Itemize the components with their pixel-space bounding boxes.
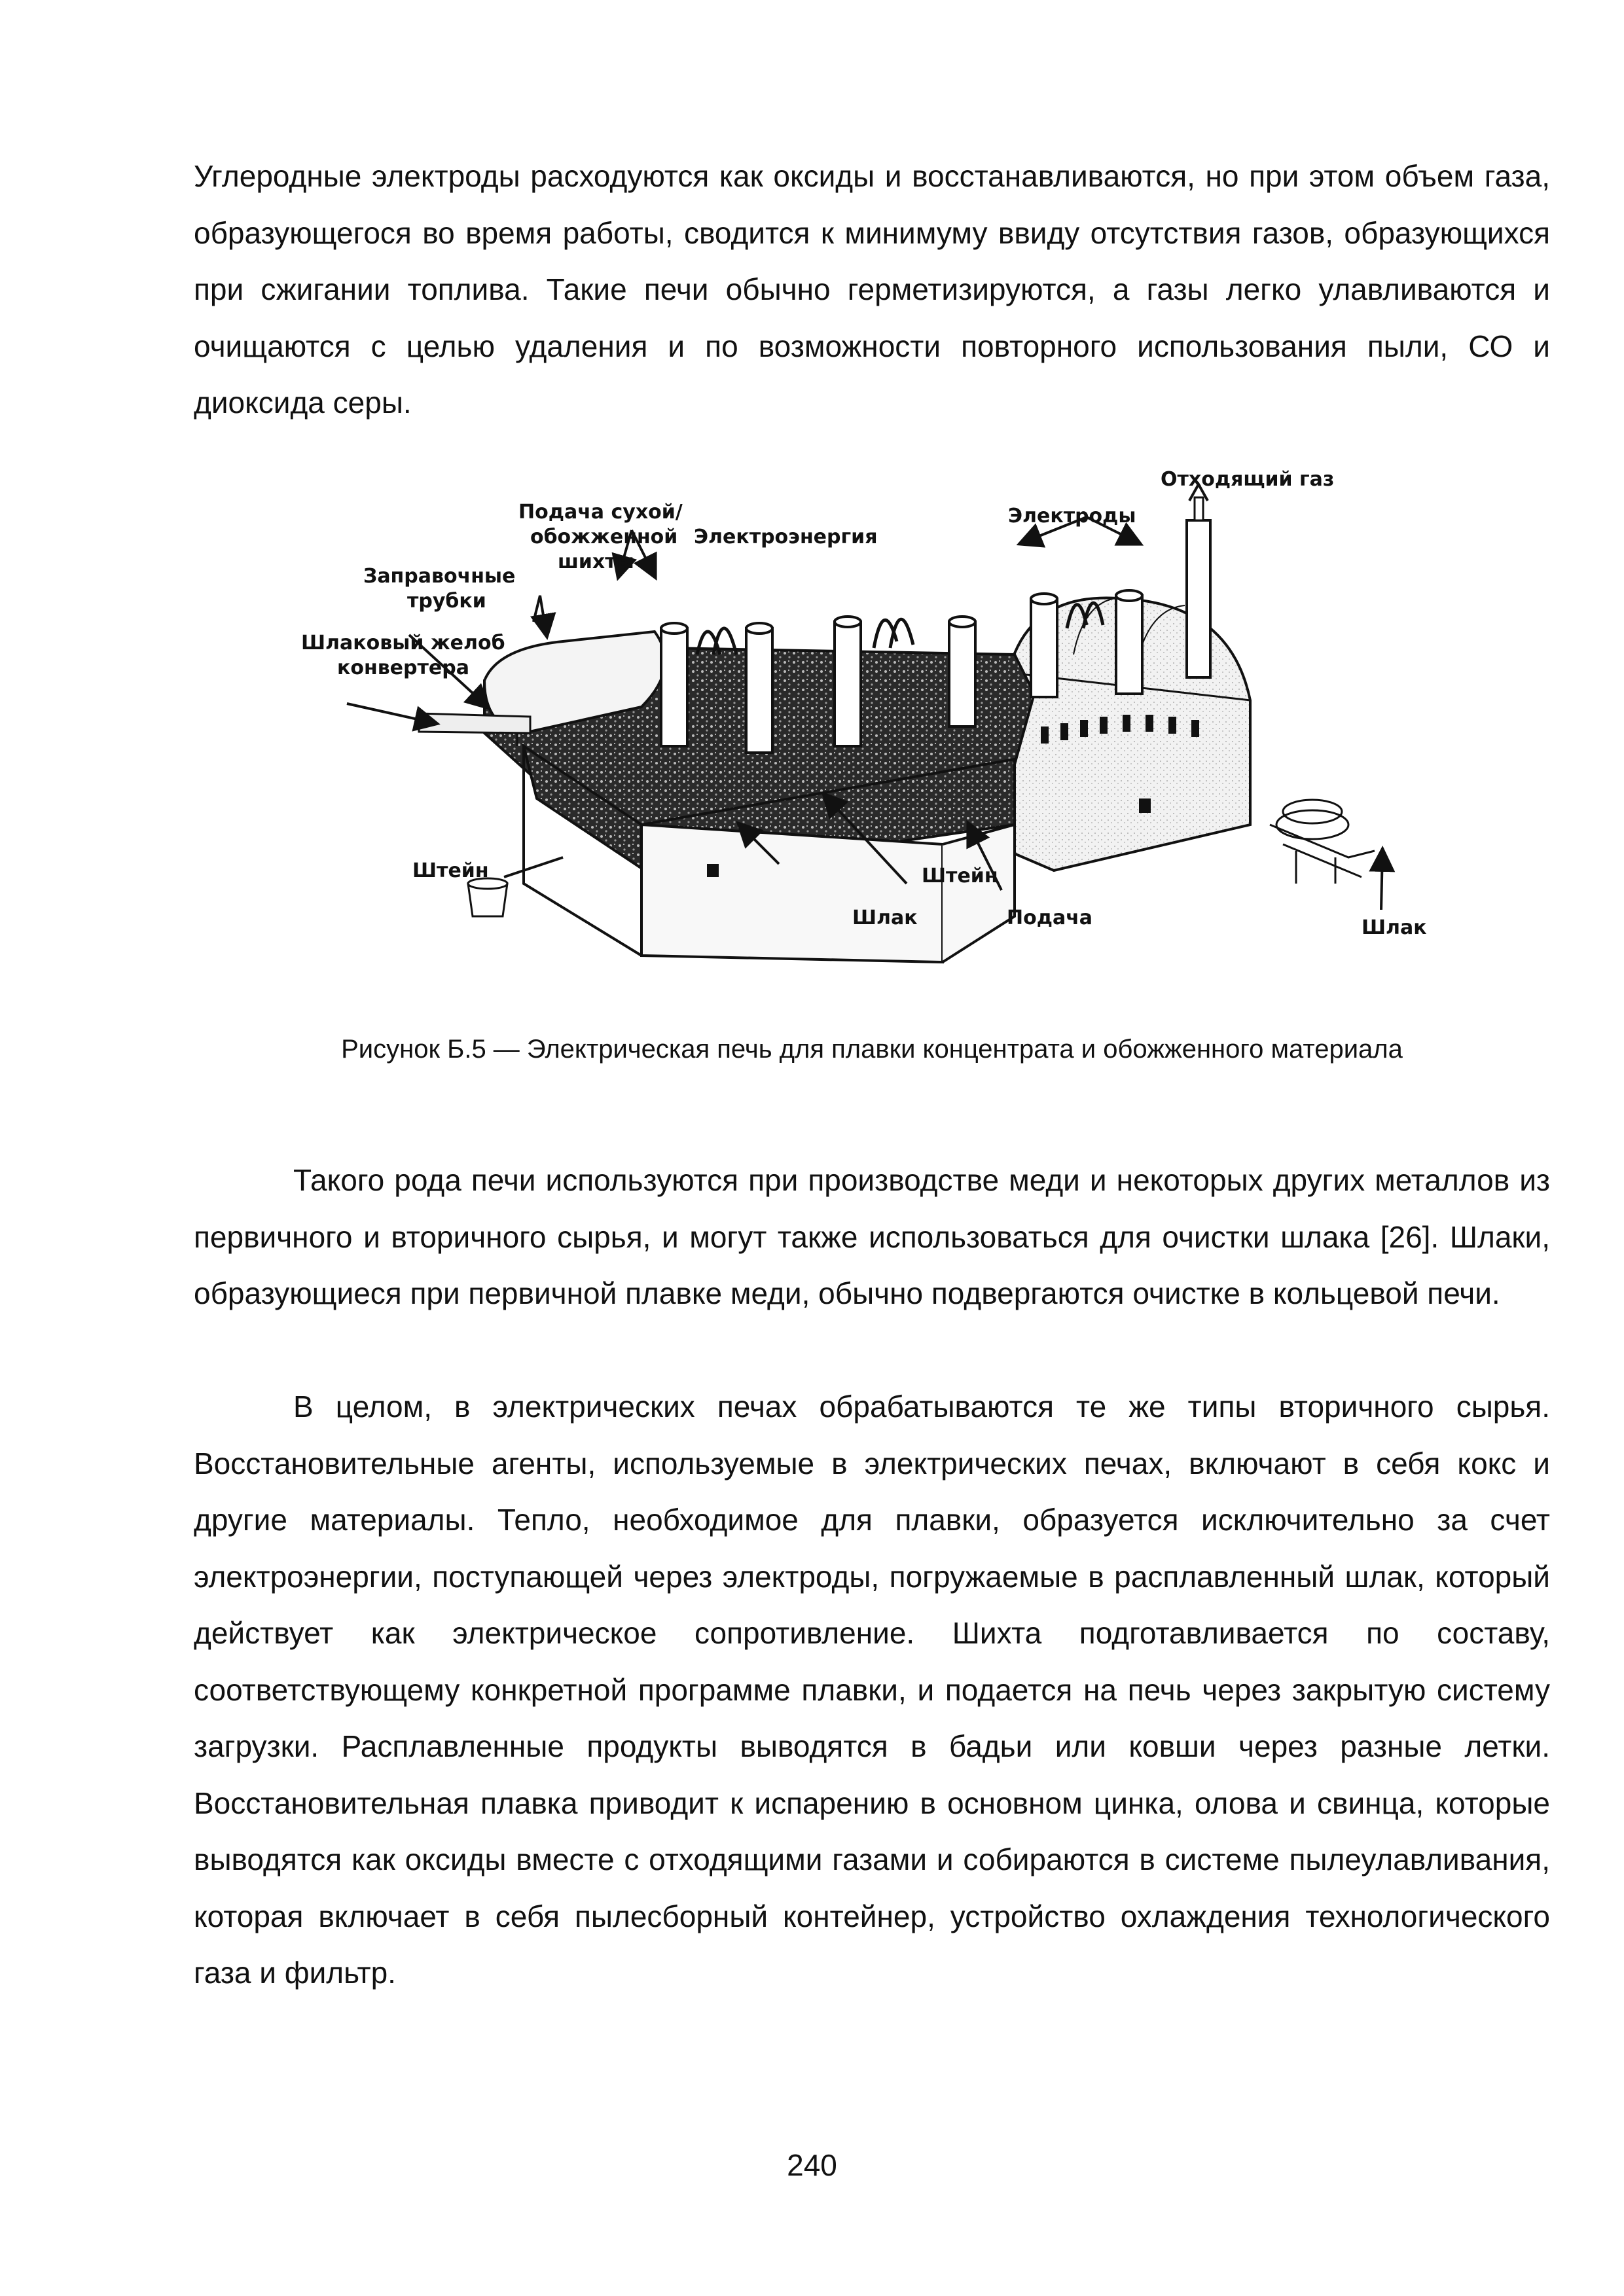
furnace-illustration [288,458,1440,982]
page-number: 240 [787,2148,837,2182]
label-electricity: Электроэнергия [694,526,878,548]
label-slag-mid: Шлак [852,906,918,929]
label-charging-tubes-line1: Заправочные [363,565,516,588]
feed-machinery [1270,800,1375,884]
paragraph: Такого рода печи используются при производстве меди и некоторых других металлов из первичного и вторичного сырья, и могут также использоваться для очистки шлака [26]. Шлаки, образующиеся при первичной плавке меди, обычно подвергаются очистке в кольцевой печи. [194,1163,1550,1310]
paragraph: Углеродные электроды расходуются как оксиды и восстанавливаются, но при этом объем газа, образующегося во время работы, сводится к минимуму ввиду отсутствия газов, образующихся при сжигании топлива. Такие печи обычно герметизируются, а газы легко улавливаются и очищаются с целью удаления и по возможности повторного использования пыли, СО и диоксида серы. [194,159,1550,420]
slag-launder [419,713,530,733]
label-slag-right: Шлак [1362,916,1427,939]
label-slag-launder-line1: Шлаковый желоб [301,632,505,655]
label-matte-mid: Штейн [922,865,998,888]
label-electrodes: Электроды [1008,505,1136,528]
label-off-gas: Отходящий газ [1161,468,1335,491]
label-feed-line3: шихты [558,550,634,573]
label-feed-line2: обожженной [530,526,678,548]
label-slag-launder-line2: конвертера [337,656,469,679]
figure-caption: Рисунок Б.5 — Электрическая печь для плавки концентрата и обожженного материала [341,1035,1403,1064]
label-charging-tubes-line2: трубки [407,590,486,613]
label-matte-left: Штейн [412,859,489,882]
off-gas-stack [1187,484,1210,677]
furnace-figure [288,458,1440,982]
label-feed-line1: Подача сухой/ [518,501,683,524]
paragraph: В целом, в электрических печах обрабатываются те же типы вторичного сырья. Восстановительные агенты, используемые в электрических печах, включают в себя кокс и другие материалы. Тепло, необходимое для плавки, образуется исключительно за счет электроэнергии, поступающей через электроды, погружаемые в расплавленный шлак, который действует как электрическое сопротивление. Шихта подготавливается по составу, соответствующему конкретной программе плавки, и подается на печь через закрытую систему загрузки. Расплавленные продукты выводятся в бадьи или ковши через разные летки. Восстановительная плавка приводит к испарению в основном цинка, олова и свинца, которые выводятся как оксиды вместе с отходящими газами и собираются в системе пылеулавливания, которая включает в себя пылесборный контейнер, устройство охлаждения технологического газа и фильтр. [194,1390,1550,1990]
label-feed: Подача [1007,906,1093,929]
